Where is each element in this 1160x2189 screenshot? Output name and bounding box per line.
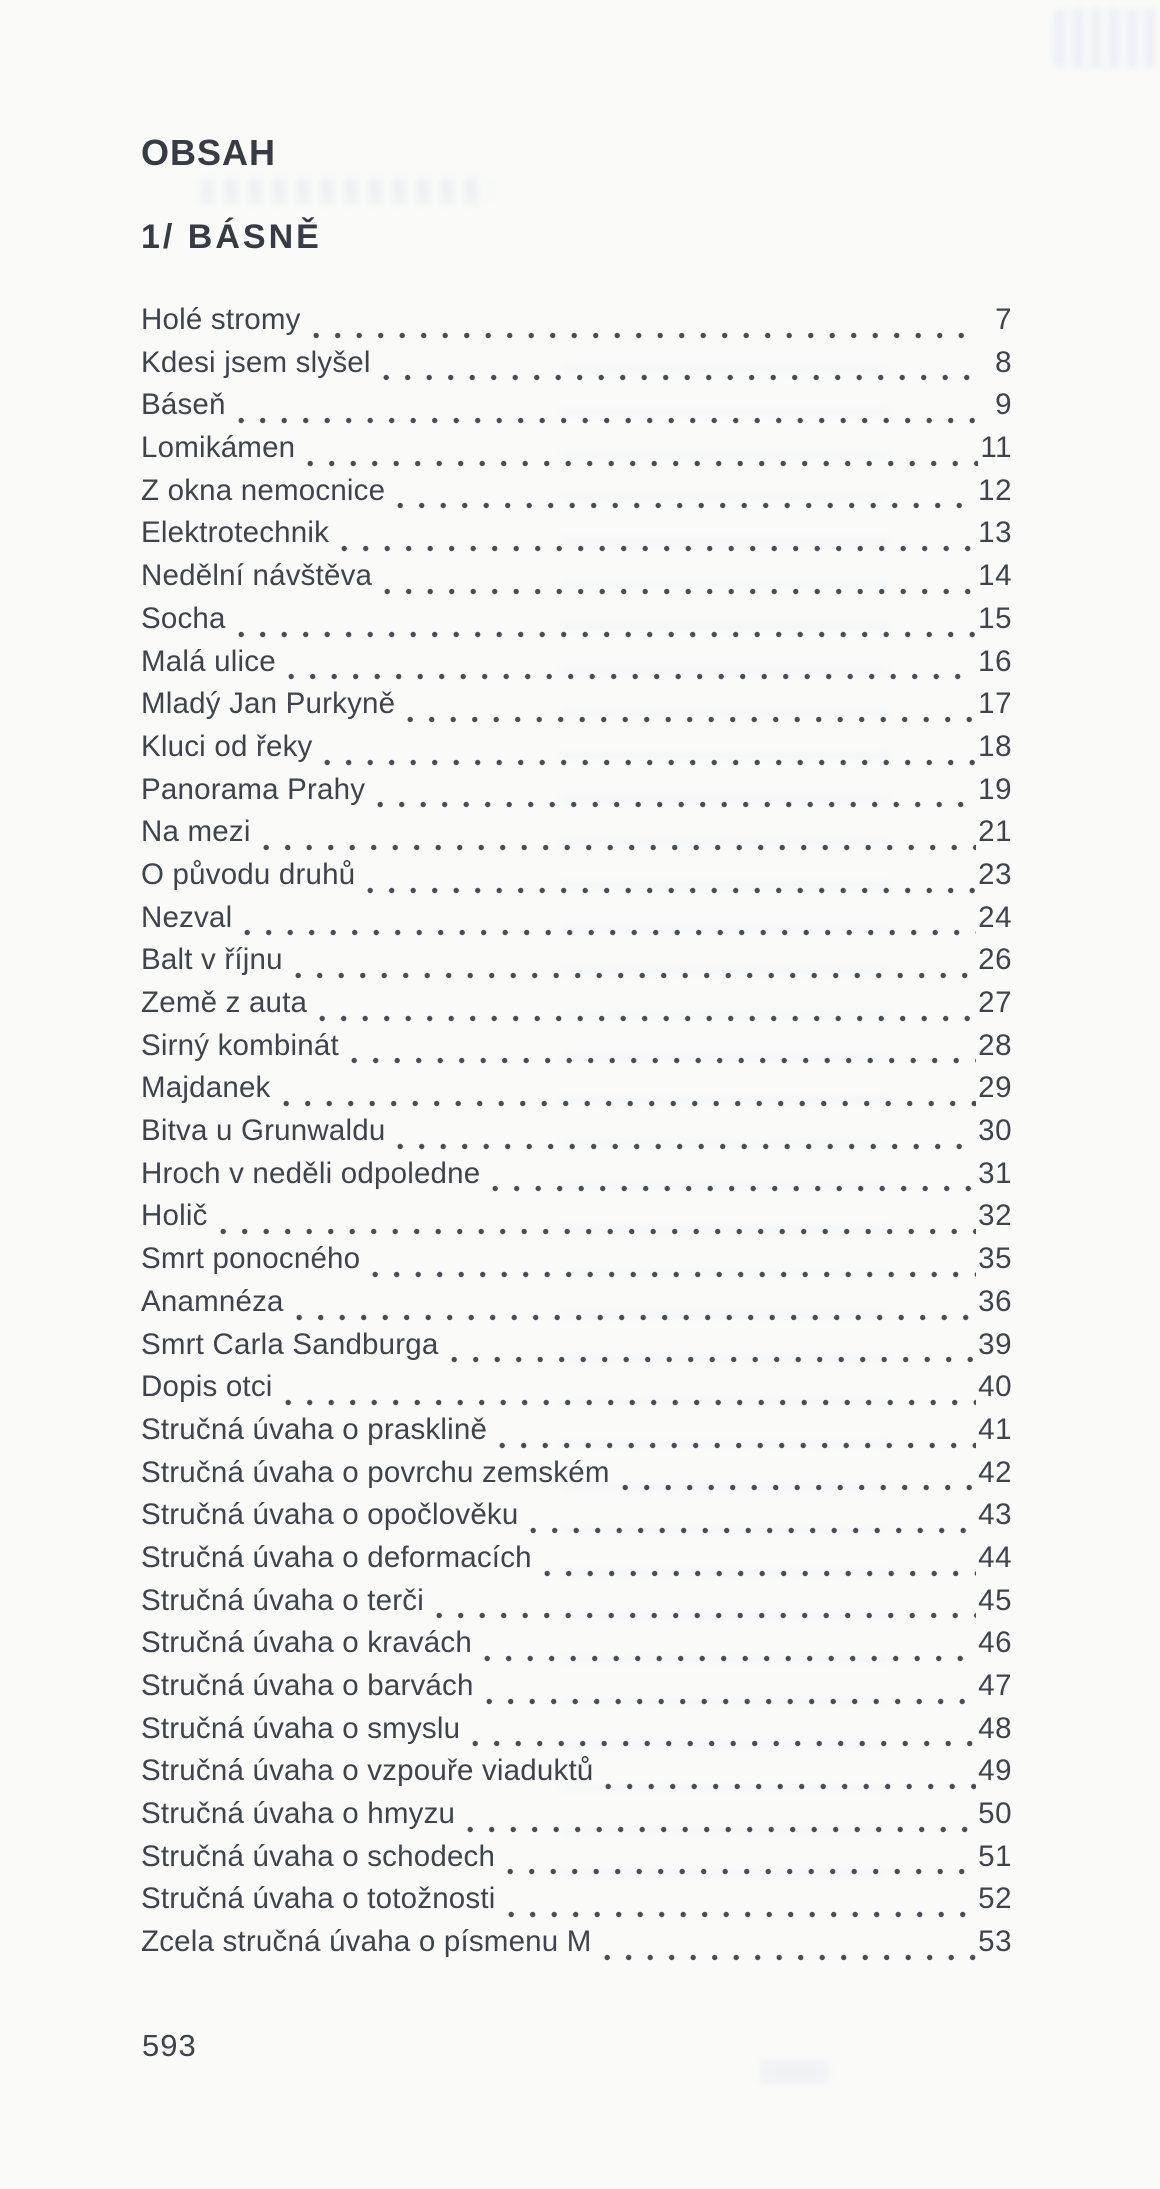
toc-entry-title: Stručná úvaha o hmyzu (141, 1797, 456, 1831)
toc-row (141, 773, 1012, 816)
toc-entry-page-number: 19 (978, 772, 1012, 806)
toc-entry-title: Stručná úvaha o povrchu zemském (141, 1455, 610, 1489)
toc-dot-leader (604, 1954, 977, 1961)
toc-entry-page-number: 11 (980, 431, 1012, 465)
toc-row (141, 1199, 1012, 1242)
toc-entry-title: Stručná úvaha o prasklině (141, 1412, 488, 1446)
toc-entry-title: Stručná úvaha o opočlověku (141, 1498, 519, 1532)
toc-entry-page-number: 28 (978, 1028, 1012, 1062)
toc-dot-leader (467, 1826, 976, 1833)
toc-entry-page-number: 46 (978, 1626, 1012, 1660)
toc-entry-page-number: 7 (995, 303, 1012, 336)
toc-entry-title: Anamnéza (141, 1284, 284, 1318)
toc-dot-leader (397, 1143, 976, 1150)
toc-entry-title: Majdanek (141, 1071, 271, 1105)
toc-dot-leader (296, 1314, 977, 1321)
toc-dot-leader (351, 1057, 976, 1064)
toc-row (141, 986, 1012, 1029)
showthrough-artifact (760, 2060, 830, 2084)
toc-dot-leader (367, 887, 976, 894)
toc-entry-page-number: 43 (978, 1498, 1012, 1532)
toc-dot-leader (288, 673, 976, 680)
toc-row (141, 559, 1012, 602)
toc-entry-title: Stručná úvaha o kravách (141, 1626, 472, 1660)
toc-dot-leader (472, 1740, 976, 1747)
toc-dot-leader (244, 929, 976, 936)
toc-dot-leader (397, 502, 976, 509)
toc-entry-page-number: 29 (978, 1071, 1012, 1105)
toc-entry-title: Mladý Jan Purkyně (141, 687, 396, 721)
toc-entry-title: Země z auta (141, 986, 308, 1019)
toc-entry-page-number: 53 (978, 1925, 1012, 1959)
toc-entry-title: Dopis otci (141, 1370, 273, 1404)
toc-row (141, 1498, 1012, 1541)
toc-entry-page-number: 30 (978, 1114, 1012, 1148)
toc-dot-leader (307, 460, 978, 467)
toc-row (141, 431, 1012, 474)
toc-row (141, 1882, 1012, 1925)
toc-row (141, 730, 1012, 773)
toc-dot-leader (530, 1527, 976, 1534)
toc-dot-leader (492, 1185, 976, 1192)
toc-entry-page-number: 18 (978, 729, 1012, 763)
toc-row (141, 303, 1012, 346)
toc-dot-leader (377, 801, 976, 808)
toc-entry-page-number: 8 (995, 345, 1012, 379)
toc-entry-title: Zcela stručná úvaha o písmenu M (141, 1925, 592, 1959)
section-heading-poems: 1/ BÁSNĚ (141, 218, 322, 256)
toc-dot-leader (499, 1442, 976, 1449)
toc-entry-title: O původu druhů (141, 857, 356, 891)
toc-entry-title: Balt v říjnu (141, 943, 283, 977)
showthrough-artifact (1055, 8, 1160, 68)
toc-entry-title: Smrt ponocného (141, 1242, 361, 1276)
toc-row (141, 1413, 1012, 1456)
toc-dot-leader (295, 972, 976, 979)
toc-entry-title: Báseň (141, 388, 226, 422)
toc-entry-page-number: 35 (978, 1242, 1012, 1276)
toc-entry-title: Kdesi jsem slyšel (141, 345, 371, 379)
toc-entry-page-number: 17 (978, 687, 1012, 721)
toc-row (141, 1285, 1012, 1328)
toc-entry-title: Sirný kombinát (141, 1028, 339, 1062)
toc-entry-page-number: 12 (978, 473, 1012, 507)
toc-dot-leader (341, 545, 976, 552)
toc-dot-leader (238, 417, 980, 424)
toc-entry-title: Panorama Prahy (141, 772, 366, 806)
toc-row (141, 1456, 1012, 1499)
toc-row (141, 1370, 1012, 1413)
toc-dot-leader (319, 1015, 976, 1022)
toc-row (141, 815, 1012, 858)
toc-row (141, 1071, 1012, 1114)
toc-entry-title: Bitva u Grunwaldu (141, 1114, 386, 1148)
toc-entry-title: Z okna nemocnice (141, 473, 386, 507)
toc-entry-title: Stručná úvaha o deformacích (141, 1540, 532, 1574)
toc-dot-leader (486, 1698, 977, 1705)
toc-dot-leader (220, 1228, 977, 1235)
toc-row (141, 1840, 1012, 1883)
toc-entry-page-number: 44 (978, 1540, 1012, 1574)
toc-entry-page-number: 21 (978, 815, 1012, 849)
toc-entry-title: Stručná úvaha o totožnosti (141, 1882, 496, 1916)
toc-row (141, 602, 1012, 645)
toc-entry-page-number: 36 (978, 1284, 1012, 1318)
showthrough-artifact (200, 178, 490, 204)
toc-entry-page-number: 39 (978, 1327, 1012, 1361)
toc-entry-page-number: 9 (995, 388, 1012, 422)
toc-row (141, 858, 1012, 901)
toc-dot-leader (451, 1356, 977, 1363)
toc-entry-page-number: 51 (978, 1839, 1012, 1873)
toc-entry-page-number: 49 (978, 1754, 1012, 1788)
toc-entry-page-number: 40 (978, 1370, 1012, 1404)
toc-entry-title: Malá ulice (141, 644, 276, 678)
toc-dot-leader (544, 1570, 976, 1577)
toc-entry-page-number: 47 (978, 1669, 1012, 1702)
toc-entry-page-number: 42 (978, 1455, 1012, 1489)
toc-row (141, 474, 1012, 517)
toc-row (141, 1541, 1012, 1584)
toc-entry-page-number: 50 (978, 1797, 1012, 1831)
toc-dot-leader (313, 332, 980, 339)
contents-heading: OBSAH (141, 132, 277, 173)
toc-entry-title: Lomikámen (141, 431, 296, 465)
table-of-contents (141, 303, 1012, 1968)
toc-entry-title: Stručná úvaha o schodech (141, 1839, 496, 1873)
toc-dot-leader (283, 1100, 977, 1107)
toc-entry-title: Stručná úvaha o terči (141, 1583, 424, 1617)
toc-dot-leader (407, 716, 976, 723)
toc-row (141, 1157, 1012, 1200)
toc-entry-page-number: 23 (978, 857, 1012, 891)
toc-row (141, 1242, 1012, 1285)
toc-dot-leader (372, 1271, 976, 1278)
toc-row (141, 943, 1012, 986)
toc-entry-page-number: 14 (978, 559, 1012, 593)
toc-entry-page-number: 16 (978, 644, 1012, 678)
toc-entry-title: Stručná úvaha o vzpouře viaduktů (141, 1754, 594, 1788)
toc-entry-page-number: 41 (978, 1412, 1012, 1446)
toc-row (141, 1584, 1012, 1627)
toc-entry-page-number: 15 (978, 601, 1012, 635)
toc-row (141, 1029, 1012, 1072)
toc-row (141, 1626, 1012, 1669)
toc-row (141, 1797, 1012, 1840)
toc-dot-leader (622, 1484, 977, 1491)
toc-entry-page-number: 13 (978, 516, 1012, 550)
toc-row (141, 901, 1012, 944)
toc-row (141, 1925, 1012, 1968)
toc-entry-title: Kluci od řeky (141, 729, 313, 763)
toc-entry-title: Elektrotechnik (141, 516, 330, 550)
toc-entry-title: Nedělní návštěva (141, 559, 373, 593)
toc-row (141, 645, 1012, 688)
toc-entry-title: Na mezi (141, 815, 251, 849)
toc-entry-page-number: 45 (978, 1583, 1012, 1617)
toc-dot-leader (384, 588, 976, 595)
toc-entry-title: Nezval (141, 900, 233, 934)
toc-dot-leader (508, 1911, 977, 1918)
toc-dot-leader (238, 631, 977, 638)
toc-entry-title: Holič (141, 1199, 208, 1233)
toc-dot-leader (605, 1783, 976, 1790)
toc-entry-title: Hroch v neděli odpoledne (141, 1156, 481, 1190)
toc-row (141, 1328, 1012, 1371)
toc-entry-page-number: 48 (978, 1711, 1012, 1745)
toc-entry-title: Stručná úvaha o barvách (141, 1669, 474, 1702)
toc-dot-leader (484, 1655, 976, 1662)
toc-row (141, 346, 1012, 389)
toc-entry-page-number: 27 (978, 986, 1012, 1019)
toc-row (141, 1754, 1012, 1797)
toc-row (141, 388, 1012, 431)
page-number: 593 (142, 2028, 197, 2063)
toc-entry-page-number: 31 (978, 1156, 1012, 1190)
toc-dot-leader (383, 374, 980, 381)
toc-entry-title: Socha (141, 601, 226, 635)
toc-entry-page-number: 32 (978, 1199, 1012, 1233)
toc-row (141, 1669, 1012, 1712)
toc-dot-leader (285, 1399, 977, 1406)
toc-dot-leader (263, 844, 977, 851)
toc-entry-page-number: 24 (978, 900, 1012, 934)
toc-row (141, 1114, 1012, 1157)
toc-row (141, 516, 1012, 559)
toc-entry-title: Smrt Carla Sandburga (141, 1327, 439, 1361)
toc-row (141, 687, 1012, 730)
toc-dot-leader (324, 759, 976, 766)
toc-entry-page-number: 26 (978, 943, 1012, 977)
toc-dot-leader (436, 1612, 976, 1619)
toc-dot-leader (507, 1868, 976, 1875)
toc-entry-page-number: 52 (978, 1882, 1012, 1916)
toc-entry-title: Stručná úvaha o smyslu (141, 1711, 461, 1745)
toc-row (141, 1712, 1012, 1755)
toc-entry-title: Holé stromy (141, 303, 301, 336)
